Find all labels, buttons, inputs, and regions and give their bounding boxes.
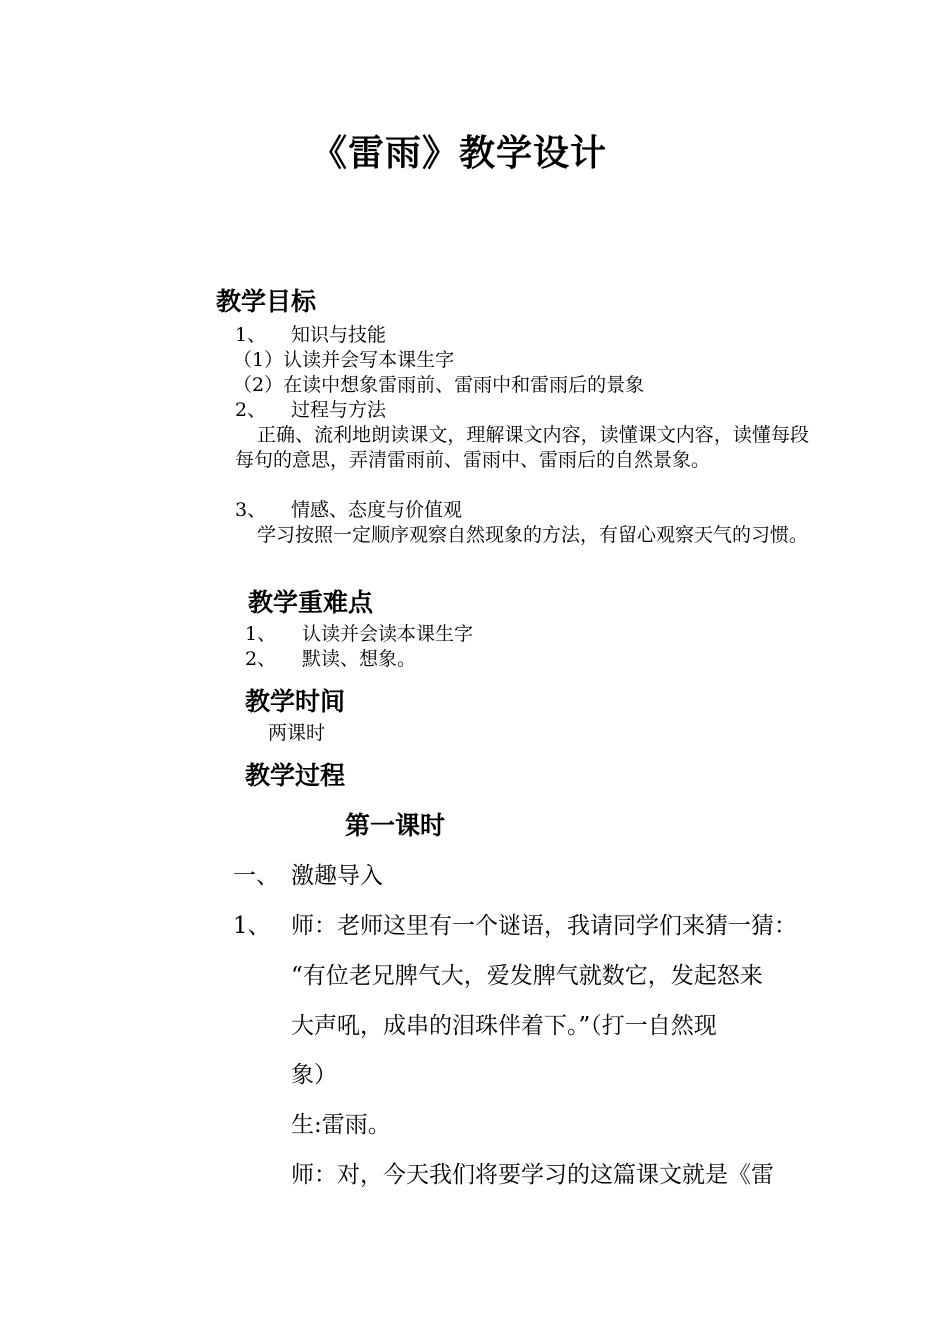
- step-1-number: 1、: [233, 913, 271, 939]
- objective-3-label: 情感、态度与价值观: [291, 499, 463, 521]
- key-points-heading: 教学重难点: [248, 588, 374, 617]
- key-point-2-text: 默读、想象。: [302, 648, 417, 670]
- step-1-line-3: 大声吼，成串的泪珠伴着下。”（打一自然现: [291, 1013, 717, 1039]
- section-1-number: 一、: [233, 863, 279, 889]
- teacher-reply: 师：对，今天我们将要学习的这篇课文就是《雷: [291, 1162, 774, 1188]
- objective-3-number: 3、: [235, 499, 267, 521]
- step-1-line-2: “有位老兄脾气大，爱发脾气就数它，发起怒来: [291, 963, 763, 989]
- section-1-title: 激趣导入: [291, 863, 383, 889]
- objective-1-sub-2: （2）在读中想象雷雨前、雷雨中和雷雨后的景象: [233, 374, 645, 396]
- objective-2-label: 过程与方法: [291, 399, 387, 421]
- objective-1-number: 1、: [235, 324, 267, 346]
- objective-1-sub-1: （1）认读并会写本课生字: [233, 349, 455, 371]
- process-heading: 教学过程: [245, 761, 346, 790]
- key-point-1-number: 1、: [245, 623, 277, 645]
- objective-1-label: 知识与技能: [291, 324, 387, 346]
- objective-3-paragraph: 学习按照一定顺序观察自然现象的方法，有留心观察天气的习惯。: [257, 524, 809, 546]
- student-answer: 生:雷雨。: [291, 1112, 391, 1138]
- step-1-line-1: 师：老师这里有一个谜语，我请同学们来猜一猜：: [291, 913, 797, 939]
- time-text: 两课时: [268, 722, 326, 744]
- document-title: 《雷雨》教学设计: [310, 133, 607, 174]
- objectives-heading: 教学目标: [216, 287, 317, 316]
- lesson-title: 第一课时: [345, 811, 446, 840]
- step-1-line-4: 象）: [291, 1062, 337, 1088]
- objective-2-paragraph: 正确、流利地朗读课文，理解课文内容，读懂课文内容，读懂每段每句的意思，弄清雷雨前、雷雨中、雷雨后的自然景象。: [235, 424, 809, 471]
- time-heading: 教学时间: [245, 687, 346, 716]
- objective-2-number: 2、: [235, 399, 267, 421]
- key-point-2-number: 2、: [245, 648, 277, 670]
- key-point-1-text: 认读并会读本课生字: [302, 623, 474, 645]
